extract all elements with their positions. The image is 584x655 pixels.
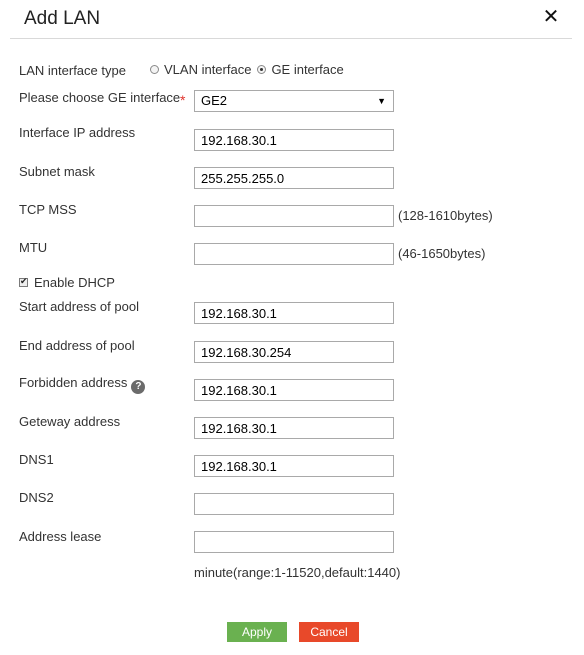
apply-button[interactable]: Apply: [227, 622, 287, 642]
dialog-title: Add LAN: [24, 8, 101, 29]
enable-dhcp-row: [19, 275, 115, 290]
mtu-hint: (46-1650bytes): [398, 246, 486, 261]
address-lease-note: minute(range:1-11520,default:1440): [194, 565, 401, 580]
subnet-mask-label: Subnet mask: [19, 164, 95, 179]
gateway-address-label: Geteway address: [19, 414, 121, 429]
forbidden-address-label: Forbidden address: [19, 375, 128, 390]
tcp-mss-hint: (128-1610bytes): [398, 208, 493, 223]
tcp-mss-label: TCP MSS: [19, 202, 77, 217]
header-divider: [10, 38, 572, 39]
address-lease-label: Address lease: [19, 529, 102, 544]
radio-ge-interface-label[interactable]: GE interface: [271, 61, 344, 77]
dns2-label: DNS2: [19, 490, 54, 505]
enable-dhcp-label[interactable]: Enable DHCP: [34, 275, 115, 290]
pool-end-input[interactable]: [194, 341, 394, 363]
lan-interface-type-label: LAN interface type: [19, 63, 126, 78]
interface-ip-input[interactable]: [194, 129, 394, 151]
cancel-button[interactable]: Cancel: [299, 622, 359, 642]
dns1-input[interactable]: [194, 455, 394, 477]
address-lease-input[interactable]: [194, 531, 394, 553]
ge-interface-label: Please choose GE interface: [19, 90, 181, 105]
radio-ge-interface[interactable]: [257, 65, 266, 74]
ge-interface-select[interactable]: [194, 90, 394, 112]
pool-end-label: End address of pool: [19, 338, 135, 353]
help-icon[interactable]: ?: [131, 380, 145, 394]
lan-interface-type-radio-group: [150, 61, 350, 77]
mtu-input[interactable]: [194, 243, 394, 265]
ge-interface-selected-value: GE2: [201, 93, 228, 108]
chevron-down-icon: ▼: [377, 96, 386, 106]
forbidden-address-label-row: [19, 375, 145, 394]
pool-start-label: Start address of pool: [19, 299, 139, 314]
pool-start-input[interactable]: [194, 302, 394, 324]
subnet-mask-input[interactable]: [194, 167, 394, 189]
dns1-label: DNS1: [19, 452, 54, 467]
interface-ip-label: Interface IP address: [19, 125, 136, 140]
tcp-mss-input[interactable]: [194, 205, 394, 227]
radio-vlan-interface-label[interactable]: VLAN interface: [164, 61, 252, 77]
gateway-address-input[interactable]: [194, 417, 394, 439]
required-marker: *: [180, 92, 186, 108]
forbidden-address-input[interactable]: [194, 379, 394, 401]
mtu-label: MTU: [19, 240, 48, 255]
close-icon[interactable]: ✕: [542, 6, 560, 28]
radio-vlan-interface[interactable]: [150, 65, 159, 74]
dns2-input[interactable]: [194, 493, 394, 515]
enable-dhcp-checkbox[interactable]: [19, 278, 28, 287]
check-icon: ✔: [20, 276, 28, 286]
